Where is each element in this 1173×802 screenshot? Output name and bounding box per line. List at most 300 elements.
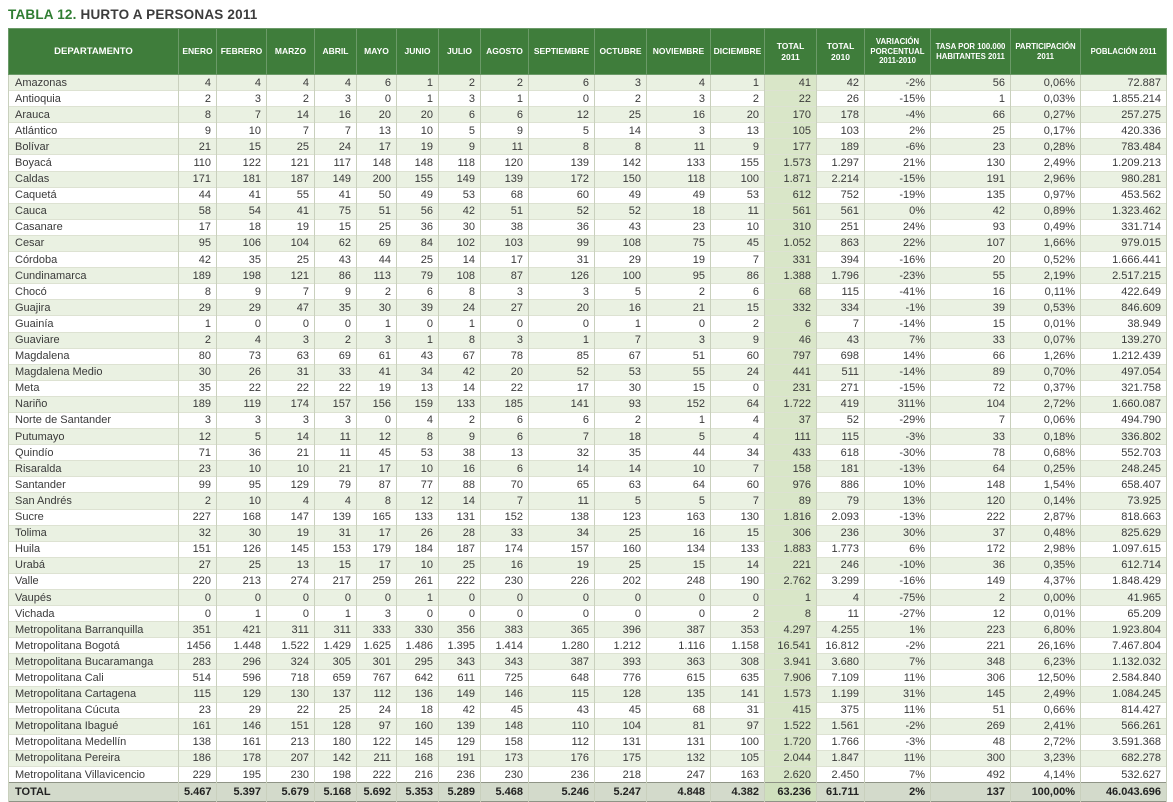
data-table [8, 28, 1167, 802]
value-cell: 1 [397, 332, 439, 348]
value-cell: 43 [529, 702, 595, 718]
value-cell: 767 [357, 670, 397, 686]
value-cell: 6 [481, 412, 529, 428]
value-cell: 62 [315, 235, 357, 251]
value-cell: 178 [817, 107, 865, 123]
value-cell: 23 [931, 139, 1011, 155]
value-cell: 172 [931, 541, 1011, 557]
value-cell: 68 [481, 187, 529, 203]
value-cell: 111 [765, 429, 817, 445]
value-cell: 1.132.032 [1081, 654, 1167, 670]
value-cell: 2.214 [817, 171, 865, 187]
column-header: JUNIO [397, 29, 439, 75]
value-cell: 1.158 [711, 638, 765, 654]
value-cell: 8 [179, 107, 217, 123]
value-cell: 4.297 [765, 622, 817, 638]
department-cell: Magdalena Medio [9, 364, 179, 380]
value-cell: 6 [397, 284, 439, 300]
value-cell: 19 [357, 380, 397, 396]
value-cell: -75% [865, 590, 931, 606]
value-cell: 75 [647, 235, 711, 251]
table-row [9, 364, 1167, 380]
value-cell: 0 [595, 590, 647, 606]
department-cell: Metropolitana Bucaramanga [9, 654, 179, 670]
value-cell: 49 [595, 187, 647, 203]
value-cell: 514 [179, 670, 217, 686]
value-cell: 1 [315, 606, 357, 622]
table-row [9, 461, 1167, 477]
value-cell: 453.562 [1081, 187, 1167, 203]
value-cell: 0 [439, 606, 481, 622]
value-cell: 51 [481, 203, 529, 219]
value-cell: 160 [397, 718, 439, 734]
value-cell: 87 [481, 268, 529, 284]
department-cell: Bolívar [9, 139, 179, 155]
total-value-cell: 5.246 [529, 783, 595, 802]
value-cell: 1.212 [595, 638, 647, 654]
value-cell: 0 [529, 590, 595, 606]
value-cell: 4 [267, 493, 315, 509]
value-cell: 7 [595, 332, 647, 348]
value-cell: 163 [647, 509, 711, 525]
value-cell: -23% [865, 268, 931, 284]
value-cell: 752 [817, 187, 865, 203]
value-cell: 251 [817, 219, 865, 235]
value-cell: 58 [179, 203, 217, 219]
value-cell: 163 [711, 767, 765, 783]
value-cell: 2.450 [817, 767, 865, 783]
value-cell: 43 [595, 219, 647, 235]
value-cell: 0,70% [1011, 364, 1081, 380]
value-cell: 148 [931, 477, 1011, 493]
value-cell: 33 [931, 332, 1011, 348]
value-cell: 1.666.441 [1081, 252, 1167, 268]
value-cell: 818.663 [1081, 509, 1167, 525]
value-cell: 5 [529, 123, 595, 139]
value-cell: 301 [357, 654, 397, 670]
value-cell: 333 [357, 622, 397, 638]
value-cell: 26 [217, 364, 267, 380]
value-cell: 223 [931, 622, 1011, 638]
value-cell: 15 [647, 380, 711, 396]
value-cell: 1456 [179, 638, 217, 654]
value-cell: 846.609 [1081, 300, 1167, 316]
value-cell: 1 [595, 316, 647, 332]
value-cell: 1.766 [817, 734, 865, 750]
value-cell: 25 [595, 525, 647, 541]
value-cell: 231 [765, 380, 817, 396]
value-cell: 149 [315, 171, 357, 187]
value-cell: 1 [647, 412, 711, 428]
value-cell: 7 [817, 316, 865, 332]
value-cell: 131 [439, 509, 481, 525]
value-cell: 78 [481, 348, 529, 364]
value-cell: 132 [647, 750, 711, 766]
value-cell: 146 [481, 686, 529, 702]
value-cell: 12 [397, 493, 439, 509]
value-cell: 27 [481, 300, 529, 316]
value-cell: 236 [817, 525, 865, 541]
value-cell: 257.275 [1081, 107, 1167, 123]
value-cell: 31 [711, 702, 765, 718]
value-cell: 93 [595, 396, 647, 412]
department-cell: Urabá [9, 557, 179, 573]
value-cell: 222 [931, 509, 1011, 525]
value-cell: 0 [217, 316, 267, 332]
table-row [9, 252, 1167, 268]
value-cell: 42 [817, 75, 865, 91]
value-cell: 130 [267, 686, 315, 702]
table-row [9, 509, 1167, 525]
value-cell: 3.299 [817, 573, 865, 589]
value-cell: 331 [765, 252, 817, 268]
value-cell: 129 [439, 734, 481, 750]
column-header: VARIACIÓN PORCENTUAL 2011-2010 [865, 29, 931, 75]
value-cell: 2 [481, 75, 529, 91]
value-cell: 635 [711, 670, 765, 686]
value-cell: 33 [931, 429, 1011, 445]
value-cell: 139.270 [1081, 332, 1167, 348]
value-cell: 70 [481, 477, 529, 493]
value-cell: 615 [647, 670, 711, 686]
value-cell: 7.109 [817, 670, 865, 686]
value-cell: 2 [595, 412, 647, 428]
value-cell: 421 [217, 622, 267, 638]
total-value-cell: 5.468 [481, 783, 529, 802]
value-cell: 296 [217, 654, 267, 670]
value-cell: 217 [315, 573, 357, 589]
value-cell: 38.949 [1081, 316, 1167, 332]
value-cell: 3 [439, 91, 481, 107]
value-cell: -27% [865, 606, 931, 622]
department-cell: Boyacá [9, 155, 179, 171]
column-header: PARTICIPACIÓN 2011 [1011, 29, 1081, 75]
value-cell: 7 [267, 284, 315, 300]
value-cell: 106 [217, 235, 267, 251]
value-cell: 198 [217, 268, 267, 284]
department-cell: Nariño [9, 396, 179, 412]
value-cell: 324 [267, 654, 315, 670]
value-cell: 9 [439, 429, 481, 445]
value-cell: 230 [481, 767, 529, 783]
value-cell: 69 [357, 235, 397, 251]
value-cell: 6 [529, 75, 595, 91]
value-cell: 863 [817, 235, 865, 251]
value-cell: 198 [315, 767, 357, 783]
value-cell: 45 [595, 702, 647, 718]
value-cell: 1 [397, 91, 439, 107]
value-cell: 3 [481, 332, 529, 348]
value-cell: 3 [267, 412, 315, 428]
value-cell: 52 [529, 364, 595, 380]
value-cell: 118 [439, 155, 481, 171]
value-cell: 6 [481, 107, 529, 123]
value-cell: 49 [647, 187, 711, 203]
value-cell: 187 [267, 171, 315, 187]
value-cell: 67 [439, 348, 481, 364]
value-cell: 797 [765, 348, 817, 364]
value-cell: 1.660.087 [1081, 396, 1167, 412]
value-cell: 226 [529, 573, 595, 589]
table-row [9, 380, 1167, 396]
value-cell: 220 [179, 573, 217, 589]
value-cell: 1,54% [1011, 477, 1081, 493]
value-cell: 115 [817, 429, 865, 445]
value-cell: 8 [357, 493, 397, 509]
table-row [9, 348, 1167, 364]
value-cell: 115 [179, 686, 217, 702]
value-cell: -14% [865, 364, 931, 380]
value-cell: 151 [179, 541, 217, 557]
value-cell: 10 [711, 219, 765, 235]
value-cell: 259 [357, 573, 397, 589]
value-cell: 30% [865, 525, 931, 541]
value-cell: 43 [817, 332, 865, 348]
value-cell: 149 [439, 171, 481, 187]
value-cell: 0,18% [1011, 429, 1081, 445]
table-row [9, 686, 1167, 702]
value-cell: 5 [217, 429, 267, 445]
value-cell: 0 [397, 606, 439, 622]
value-cell: 0,06% [1011, 75, 1081, 91]
value-cell: 52 [529, 203, 595, 219]
department-cell: Metropolitana Villavicencio [9, 767, 179, 783]
value-cell: 24 [315, 139, 357, 155]
value-cell: 0 [267, 316, 315, 332]
value-cell: 16 [931, 284, 1011, 300]
value-cell: 353 [711, 622, 765, 638]
value-cell: 0 [647, 606, 711, 622]
value-cell: 642 [397, 670, 439, 686]
table-body [9, 75, 1167, 783]
value-cell: 180 [315, 734, 357, 750]
value-cell: 0 [267, 606, 315, 622]
value-cell: 8 [439, 284, 481, 300]
value-cell: 21 [267, 445, 315, 461]
value-cell: 332 [765, 300, 817, 316]
value-cell: 11% [865, 750, 931, 766]
value-cell: 152 [647, 396, 711, 412]
value-cell: 46 [765, 332, 817, 348]
value-cell: 1.486 [397, 638, 439, 654]
value-cell: 1.395 [439, 638, 481, 654]
table-row [9, 718, 1167, 734]
table-row [9, 493, 1167, 509]
department-cell: Guaviare [9, 332, 179, 348]
value-cell: 2 [179, 493, 217, 509]
value-cell: 11 [529, 493, 595, 509]
value-cell: 0,28% [1011, 139, 1081, 155]
value-cell: 247 [647, 767, 711, 783]
value-cell: 136 [397, 686, 439, 702]
value-cell: 60 [711, 477, 765, 493]
value-cell: 300 [931, 750, 1011, 766]
value-cell: 4 [315, 493, 357, 509]
value-cell: 8 [595, 139, 647, 155]
value-cell: 79 [315, 477, 357, 493]
value-cell: 30 [217, 525, 267, 541]
value-cell: 18 [397, 702, 439, 718]
value-cell: 103 [817, 123, 865, 139]
column-header: MARZO [267, 29, 315, 75]
value-cell: 441 [765, 364, 817, 380]
value-cell: 1.573 [765, 686, 817, 702]
value-cell: 29 [179, 300, 217, 316]
value-cell: 283 [179, 654, 217, 670]
value-cell: 99 [529, 235, 595, 251]
value-cell: 97 [357, 718, 397, 734]
value-cell: 363 [647, 654, 711, 670]
value-cell: 23 [179, 461, 217, 477]
value-cell: 25 [357, 219, 397, 235]
value-cell: 246 [817, 557, 865, 573]
value-cell: 2,49% [1011, 686, 1081, 702]
value-cell: 112 [357, 686, 397, 702]
value-cell: 2 [711, 606, 765, 622]
value-cell: 14 [439, 252, 481, 268]
value-cell: 22% [865, 235, 931, 251]
value-cell: 5 [647, 493, 711, 509]
value-cell: 55 [267, 187, 315, 203]
value-cell: 30 [357, 300, 397, 316]
value-cell: 173 [481, 750, 529, 766]
value-cell: 7 [315, 123, 357, 139]
value-cell: 187 [439, 541, 481, 557]
value-cell: 4 [217, 75, 267, 91]
value-cell: 18 [217, 219, 267, 235]
value-cell: 14 [711, 557, 765, 573]
value-cell: 48 [931, 734, 1011, 750]
value-cell: 135 [931, 187, 1011, 203]
value-cell: 145 [397, 734, 439, 750]
value-cell: 248.245 [1081, 461, 1167, 477]
value-cell: 11% [865, 702, 931, 718]
value-cell: 21 [179, 139, 217, 155]
value-cell: 21% [865, 155, 931, 171]
value-cell: 121 [267, 155, 315, 171]
value-cell: 306 [765, 525, 817, 541]
value-cell: 415 [765, 702, 817, 718]
table-row [9, 606, 1167, 622]
value-cell: 492 [931, 767, 1011, 783]
column-header: NOVIEMBRE [647, 29, 711, 75]
value-cell: 532.627 [1081, 767, 1167, 783]
value-cell: 161 [217, 734, 267, 750]
value-cell: 11 [315, 429, 357, 445]
value-cell: 2.584.840 [1081, 670, 1167, 686]
value-cell: 3.591.368 [1081, 734, 1167, 750]
value-cell: 191 [931, 171, 1011, 187]
table-row [9, 638, 1167, 654]
department-cell: Putumayo [9, 429, 179, 445]
value-cell: 156 [357, 396, 397, 412]
value-cell: 185 [481, 396, 529, 412]
value-cell: 0,53% [1011, 300, 1081, 316]
value-cell: 11 [647, 139, 711, 155]
table-row [9, 75, 1167, 91]
department-cell: Caldas [9, 171, 179, 187]
value-cell: 73 [217, 348, 267, 364]
value-cell: 1.855.214 [1081, 91, 1167, 107]
value-cell: 11 [711, 203, 765, 219]
value-cell: 2 [711, 316, 765, 332]
value-cell: 86 [315, 268, 357, 284]
value-cell: 120 [481, 155, 529, 171]
value-cell: 15 [711, 300, 765, 316]
value-cell: 7% [865, 654, 931, 670]
value-cell: 0,27% [1011, 107, 1081, 123]
value-cell: 31% [865, 686, 931, 702]
column-header: SEPTIEMBRE [529, 29, 595, 75]
value-cell: -6% [865, 139, 931, 155]
department-cell: Vaupés [9, 590, 179, 606]
value-cell: 16 [315, 107, 357, 123]
department-cell: Córdoba [9, 252, 179, 268]
value-cell: 15 [931, 316, 1011, 332]
value-cell: 65.209 [1081, 606, 1167, 622]
value-cell: 12 [529, 107, 595, 123]
value-cell: 16.812 [817, 638, 865, 654]
value-cell: 202 [595, 573, 647, 589]
table-row [9, 203, 1167, 219]
value-cell: 17 [179, 219, 217, 235]
value-cell: 148 [481, 718, 529, 734]
value-cell: 19 [529, 557, 595, 573]
value-cell: 150 [595, 171, 647, 187]
value-cell: 15 [315, 557, 357, 573]
value-cell: 6 [439, 107, 481, 123]
value-cell: 10 [397, 557, 439, 573]
value-cell: 145 [267, 541, 315, 557]
value-cell: 4 [179, 75, 217, 91]
value-cell: 2.093 [817, 509, 865, 525]
value-cell: 177 [765, 139, 817, 155]
column-header: JULIO [439, 29, 481, 75]
value-cell: 980.281 [1081, 171, 1167, 187]
value-cell: 229 [179, 767, 217, 783]
value-cell: 112 [529, 734, 595, 750]
value-cell: -10% [865, 557, 931, 573]
value-cell: 15 [217, 139, 267, 155]
value-cell: -14% [865, 316, 931, 332]
total-value-cell: 4.848 [647, 783, 711, 802]
value-cell: 22 [315, 380, 357, 396]
value-cell: 25 [267, 139, 315, 155]
value-cell: 1.280 [529, 638, 595, 654]
value-cell: 0 [439, 590, 481, 606]
total-row [9, 783, 1167, 802]
value-cell: 50 [357, 187, 397, 203]
value-cell: 0,48% [1011, 525, 1081, 541]
table-row [9, 557, 1167, 573]
value-cell: 2,96% [1011, 171, 1081, 187]
value-cell: 33 [481, 525, 529, 541]
department-cell: Metropolitana Barranquilla [9, 622, 179, 638]
department-cell: Vichada [9, 606, 179, 622]
value-cell: 25 [397, 252, 439, 268]
value-cell: 36 [529, 219, 595, 235]
value-cell: 148 [397, 155, 439, 171]
value-cell: 89 [931, 364, 1011, 380]
value-cell: 55 [931, 268, 1011, 284]
total-value-cell: 5.247 [595, 783, 647, 802]
value-cell: 69 [315, 348, 357, 364]
department-cell: Metropolitana Cúcuta [9, 702, 179, 718]
value-cell: 1.209.213 [1081, 155, 1167, 171]
value-cell: 230 [481, 573, 529, 589]
value-cell: 53 [397, 445, 439, 461]
value-cell: 207 [267, 750, 315, 766]
